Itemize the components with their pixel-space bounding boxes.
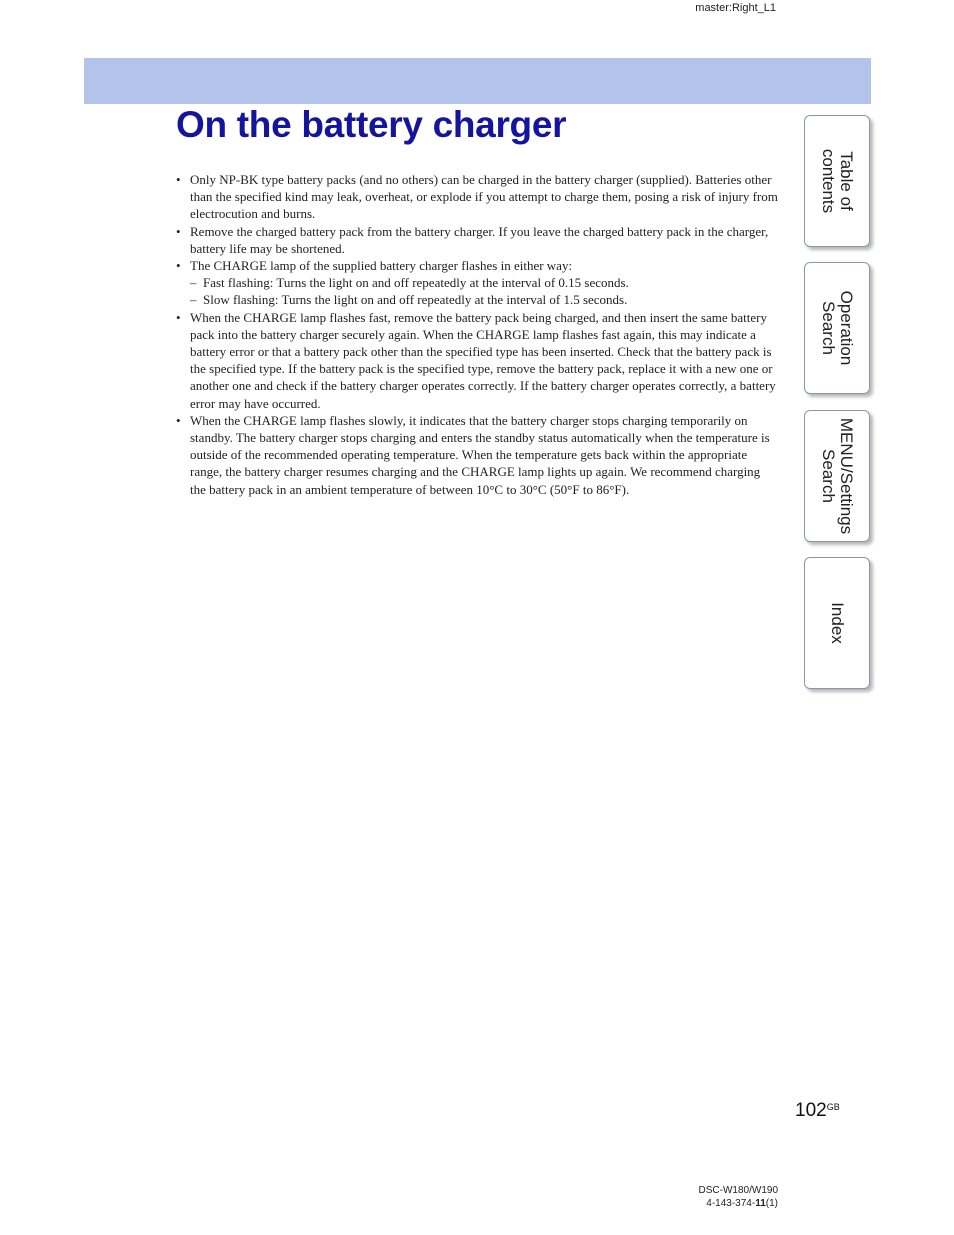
footer-code-suffix: (1) [765, 1198, 778, 1209]
tab-menu-settings-search[interactable] [804, 410, 870, 542]
sub-item-slow-flashing: – Slow flashing: Turns the light on and off repeatedly at the interval of 1.5 seconds. [190, 291, 778, 308]
tab-table-of-contents[interactable] [804, 115, 870, 247]
header-band [84, 58, 871, 104]
tab-table-of-contents-label: Table of contents [819, 148, 856, 214]
footer-model-name: DSC-W180/W190 [698, 1185, 778, 1196]
tab-index[interactable] [804, 557, 870, 689]
tab-operation-search[interactable] [804, 262, 870, 394]
bullet-item-battery-type: • Only NP-BK type battery packs (and no others) can be charged in the battery charger (supplied). Batteries other than the specified kind may leak, overheat, or explode if you attempt to charge them, posing a risk of injury from electrocution and burns. [176, 171, 778, 223]
footer-code-prefix: 4-143-374- [706, 1198, 756, 1209]
bullet-list [176, 171, 778, 498]
sub-list [190, 274, 778, 308]
tab-index-label: Index [828, 602, 847, 644]
content-body [176, 171, 778, 498]
sub-item-fast-flashing: – Fast flashing: Turns the light on and off repeatedly at the interval of 0.15 seconds. [190, 274, 778, 291]
master-label: master:Right_L1 [695, 2, 776, 14]
footer-model-info [699, 1184, 778, 1210]
bullet-item-fast-flash: • When the CHARGE lamp flashes fast, remove the battery pack being charged, and then insert the same battery pack into the battery charger securely again. When the CHARGE lamp flashes fast again, this may indicate a battery error or that a battery pack other than the specified type has been inserted. Check that the battery pack is the specified type. If the battery pack is the specified type, remove the battery pack, replace it with a new one or another one and check if the battery charger operates correctly. If the battery charger operates correctly, a battery error may have occurred. [176, 309, 778, 412]
bullet-item-charge-lamp-text: The CHARGE lamp of the supplied battery charger flashes in either way: [190, 258, 573, 274]
page-number-value: 102 [795, 1100, 827, 1121]
bullet-item-slow-flash: • When the CHARGE lamp flashes slowly, it indicates that the battery charger stops charging temporarily on standby. The battery charger stops charging and enters the standby status automatically when the temperature is outside of the recommended operating temperature. When the temperature gets back within the appropriate range, the battery charger resumes charging and the CHARGE lamp lights up again. We recommend charging the battery pack in an ambient temperature of between 10°C to 30°C (50°F to 86°F). [176, 412, 778, 498]
tab-operation-search-label: Operation Search [819, 290, 856, 366]
page-title: On the battery charger [176, 104, 567, 145]
page-number-suffix: GB [826, 1102, 840, 1112]
bullet-item-remove-charged: • Remove the charged battery pack from the battery charger. If you leave the charged battery pack in the charger, battery life may be shortened. [176, 223, 778, 257]
tab-menu-settings-search-label: MENU/Settings Search [819, 417, 856, 535]
footer-code-bold: 11 [755, 1198, 766, 1209]
footer-model-code [699, 1197, 778, 1210]
page-number [795, 1100, 840, 1122]
bullet-item-charge-lamp [176, 257, 778, 309]
